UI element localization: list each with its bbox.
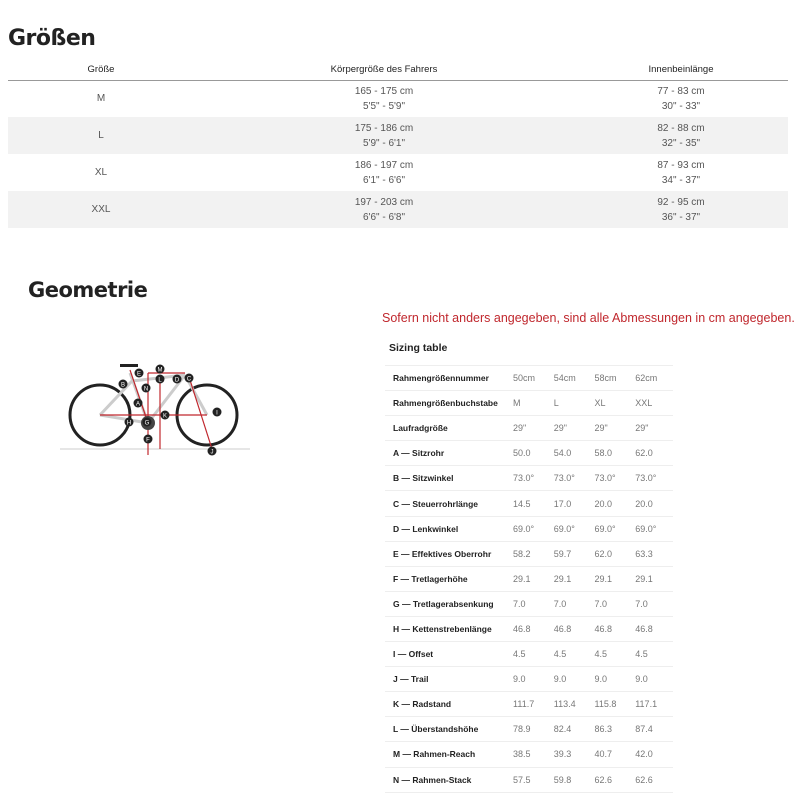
geometry-value: 73.0° bbox=[591, 466, 632, 491]
diagram-label: M bbox=[157, 367, 163, 374]
geometry-label: Laufradgröße bbox=[385, 416, 510, 441]
geometry-value: 29" bbox=[632, 416, 673, 441]
geometry-value: 20.0 bbox=[632, 491, 673, 516]
geometry-value: 54cm bbox=[551, 366, 592, 391]
geometry-value: 111.7 bbox=[510, 692, 551, 717]
diagram-label: L bbox=[158, 377, 162, 384]
height-cm: 175 - 186 cm bbox=[354, 122, 414, 134]
geometry-table bbox=[385, 365, 673, 793]
inseam-cm: 92 - 95 cm bbox=[657, 196, 705, 208]
inseam-cm: 87 - 93 cm bbox=[657, 159, 705, 171]
geometry-label: M — Rahmen-Reach bbox=[385, 742, 510, 767]
geometry-value: 50.0 bbox=[510, 441, 551, 466]
geometry-label: Rahmengrößenbuchstabe bbox=[385, 391, 510, 416]
geometry-value: 14.5 bbox=[510, 491, 551, 516]
geometry-row bbox=[385, 642, 673, 667]
geometry-label: E — Effektives Oberrohr bbox=[385, 541, 510, 566]
geometry-value: 59.7 bbox=[551, 541, 592, 566]
diagram-label: E bbox=[136, 371, 142, 378]
geometry-value: 4.5 bbox=[510, 642, 551, 667]
geometry-row bbox=[385, 566, 673, 591]
geometry-value: 113.4 bbox=[551, 692, 592, 717]
diagram-label: I bbox=[216, 410, 218, 417]
geometry-value: 29.1 bbox=[551, 566, 592, 591]
geometry-value: 62.6 bbox=[591, 767, 632, 792]
geometry-label: N — Rahmen-Stack bbox=[385, 767, 510, 792]
geometry-value: 69.0° bbox=[632, 516, 673, 541]
units-note: Sofern nicht anders angegeben, sind alle Abmessungen in cm angegeben. bbox=[382, 311, 795, 325]
height-ft: 5'9" - 6'1" bbox=[362, 137, 406, 149]
geometry-value: 9.0 bbox=[591, 667, 632, 692]
geometry-row bbox=[385, 416, 673, 441]
geometry-value: 7.0 bbox=[551, 591, 592, 616]
geometry-value: 4.5 bbox=[632, 642, 673, 667]
diagram-label: D bbox=[174, 377, 180, 384]
rider-height-cell bbox=[194, 117, 574, 154]
inseam-cm: 77 - 83 cm bbox=[657, 85, 705, 97]
geometry-row bbox=[385, 692, 673, 717]
geometry-row bbox=[385, 366, 673, 391]
diagram-label: F bbox=[146, 437, 150, 444]
rider-height-cell bbox=[194, 191, 574, 228]
col-header: Innenbeinlänge bbox=[574, 60, 788, 80]
height-cm: 165 - 175 cm bbox=[354, 85, 414, 97]
geometry-value: 69.0° bbox=[591, 516, 632, 541]
col-header: Körpergröße des Fahrers bbox=[194, 60, 574, 80]
geometry-value: 69.0° bbox=[551, 516, 592, 541]
geometry-value: 57.5 bbox=[510, 767, 551, 792]
geometry-value: 62.0 bbox=[632, 441, 673, 466]
geometry-value: 62.6 bbox=[632, 767, 673, 792]
geometry-value: L bbox=[551, 391, 592, 416]
geometry-label: L — Überstandshöhe bbox=[385, 717, 510, 742]
diagram-label: C bbox=[186, 376, 192, 383]
size-row bbox=[8, 80, 788, 117]
size-row bbox=[8, 117, 788, 154]
geometry-value: 9.0 bbox=[510, 667, 551, 692]
height-ft: 6'1" - 6'6" bbox=[362, 174, 406, 186]
geometry-row bbox=[385, 667, 673, 692]
geometry-value: 82.4 bbox=[551, 717, 592, 742]
geometry-row bbox=[385, 391, 673, 416]
geometry-value: 54.0 bbox=[551, 441, 592, 466]
inseam-in: 36" - 37" bbox=[661, 211, 701, 223]
geometry-label: I — Offset bbox=[385, 642, 510, 667]
geometry-value: 38.5 bbox=[510, 742, 551, 767]
size-cell: L bbox=[8, 117, 194, 154]
geometry-value: 46.8 bbox=[510, 616, 551, 641]
geometry-value: 117.1 bbox=[632, 692, 673, 717]
sizes-table bbox=[8, 60, 788, 228]
geometry-value: 29" bbox=[591, 416, 632, 441]
geometry-value: 78.9 bbox=[510, 717, 551, 742]
inseam-cm: 82 - 88 cm bbox=[657, 122, 705, 134]
geometry-value: 62cm bbox=[632, 366, 673, 391]
inseam-cell bbox=[574, 80, 788, 117]
geometry-value: 9.0 bbox=[551, 667, 592, 692]
inseam-cell bbox=[574, 191, 788, 228]
inseam-in: 32" - 35" bbox=[661, 137, 701, 149]
geometry-value: 4.5 bbox=[591, 642, 632, 667]
geometry-row bbox=[385, 441, 673, 466]
sizes-title: Größen bbox=[8, 26, 96, 51]
geometry-value: 115.8 bbox=[591, 692, 632, 717]
geometry-row bbox=[385, 541, 673, 566]
geometry-value: 58.2 bbox=[510, 541, 551, 566]
geometry-label: C — Steuerrohrlänge bbox=[385, 491, 510, 516]
size-cell: XL bbox=[94, 167, 108, 178]
sizing-table-title: Sizing table bbox=[389, 342, 448, 354]
geometry-value: 39.3 bbox=[551, 742, 592, 767]
geometry-row bbox=[385, 466, 673, 491]
rider-height-cell bbox=[194, 80, 574, 117]
geometry-label: G — Tretlagerabsenkung bbox=[385, 591, 510, 616]
geometry-label: D — Lenkwinkel bbox=[385, 516, 510, 541]
size-cell: XXL bbox=[8, 191, 194, 228]
height-ft: 6'6" - 6'8" bbox=[362, 211, 406, 223]
geometry-value: 46.8 bbox=[632, 616, 673, 641]
geometry-value: 17.0 bbox=[551, 491, 592, 516]
geometry-value: 42.0 bbox=[632, 742, 673, 767]
diagram-label: G bbox=[144, 420, 150, 427]
bike-geometry-diagram bbox=[60, 345, 250, 457]
geometry-value: XL bbox=[591, 391, 632, 416]
inseam-in: 34" - 37" bbox=[661, 174, 701, 186]
diagram-label: B bbox=[120, 382, 126, 389]
diagram-label: K bbox=[162, 413, 168, 420]
geometry-label: J — Trail bbox=[385, 667, 510, 692]
rider-height-cell bbox=[194, 154, 574, 191]
geometry-value: 29.1 bbox=[591, 566, 632, 591]
geometry-value: 7.0 bbox=[591, 591, 632, 616]
geometry-value: 9.0 bbox=[632, 667, 673, 692]
geometry-row bbox=[385, 516, 673, 541]
geometry-value: 73.0° bbox=[510, 466, 551, 491]
geometry-label: B — Sitzwinkel bbox=[385, 466, 510, 491]
geometry-value: 29" bbox=[551, 416, 592, 441]
size-row bbox=[8, 191, 788, 228]
size-row bbox=[8, 154, 788, 191]
geometry-value: XXL bbox=[632, 391, 673, 416]
diagram-label: N bbox=[143, 386, 149, 393]
geometry-value: 58.0 bbox=[591, 441, 632, 466]
geometry-row bbox=[385, 717, 673, 742]
size-cell: M bbox=[96, 93, 106, 105]
geometry-value: 86.3 bbox=[591, 717, 632, 742]
diagram-label: H bbox=[126, 420, 132, 427]
geometry-value: 87.4 bbox=[632, 717, 673, 742]
geometry-value: 29.1 bbox=[632, 566, 673, 591]
geometry-row bbox=[385, 491, 673, 516]
geometry-value: 29.1 bbox=[510, 566, 551, 591]
geometry-label: Rahmengrößennummer bbox=[385, 366, 510, 391]
diagram-label: J bbox=[210, 449, 214, 456]
col-header: Größe bbox=[8, 60, 194, 80]
geometry-value: 29" bbox=[510, 416, 551, 441]
geometry-value: 40.7 bbox=[591, 742, 632, 767]
inseam-cell bbox=[574, 117, 788, 154]
geometry-value: 7.0 bbox=[510, 591, 551, 616]
geometry-label: A — Sitzrohr bbox=[385, 441, 510, 466]
geometry-value: 50cm bbox=[510, 366, 551, 391]
geometry-label: F — Tretlagerhöhe bbox=[385, 566, 510, 591]
inseam-cell bbox=[574, 154, 788, 191]
geometry-value: 62.0 bbox=[591, 541, 632, 566]
geometry-value: 20.0 bbox=[591, 491, 632, 516]
height-cm: 197 - 203 cm bbox=[354, 196, 414, 208]
saddle bbox=[120, 364, 138, 367]
geometry-row bbox=[385, 742, 673, 767]
geometry-value: 46.8 bbox=[591, 616, 632, 641]
geometry-value: 46.8 bbox=[551, 616, 592, 641]
geometry-value: 59.8 bbox=[551, 767, 592, 792]
geometry-label: K — Radstand bbox=[385, 692, 510, 717]
height-cm: 186 - 197 cm bbox=[354, 159, 414, 171]
geometry-value: 7.0 bbox=[632, 591, 673, 616]
geometry-row bbox=[385, 767, 673, 792]
geometry-title: Geometrie bbox=[28, 278, 148, 302]
geometry-value: 73.0° bbox=[551, 466, 592, 491]
geometry-value: 63.3 bbox=[632, 541, 673, 566]
geometry-value: 73.0° bbox=[632, 466, 673, 491]
geometry-row bbox=[385, 616, 673, 641]
geometry-value: 4.5 bbox=[551, 642, 592, 667]
geometry-label: H — Kettenstrebenlänge bbox=[385, 616, 510, 641]
geometry-value: 69.0° bbox=[510, 516, 551, 541]
inseam-in: 30" - 33" bbox=[661, 100, 701, 112]
geometry-value: M bbox=[510, 391, 551, 416]
height-ft: 5'5" - 5'9" bbox=[362, 100, 406, 112]
geometry-row bbox=[385, 591, 673, 616]
geometry-value: 58cm bbox=[591, 366, 632, 391]
diagram-label: A bbox=[135, 401, 141, 408]
